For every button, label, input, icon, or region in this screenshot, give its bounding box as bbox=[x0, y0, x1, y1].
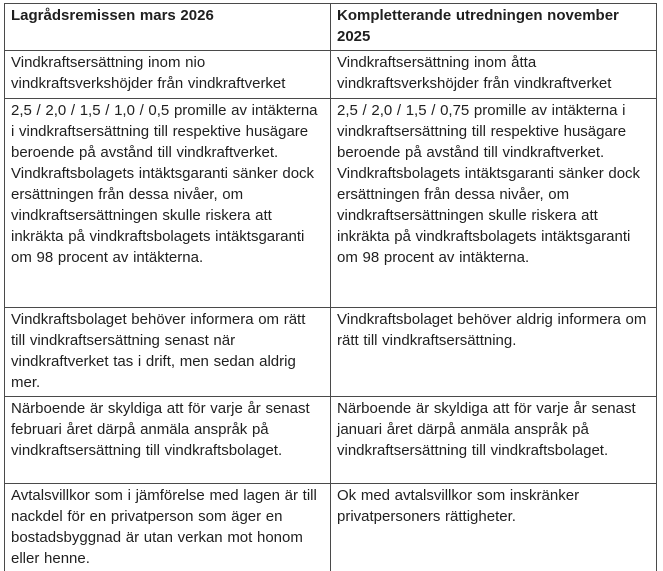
table-row bbox=[5, 484, 657, 571]
table-cell: Vindkraftsbolaget behöver aldrig informera om rätt till vindkraftsersättning. bbox=[331, 308, 657, 397]
table-cell: Vindkraftsersättning inom nio vindkraftsverkshöjder från vindkraftverket bbox=[5, 51, 331, 99]
comparison-table bbox=[4, 3, 657, 571]
table-row bbox=[5, 308, 657, 397]
table-cell: Vindkraftsbolaget behöver informera om rätt till vindkraftsersättning senast när vindkraftverket tas i drift, men sedan aldrig mer. bbox=[5, 308, 331, 397]
table-cell: 2,5 / 2,0 / 1,5 / 0,75 promille av intäkterna i vindkraftsersättning till respektive husägare beroende på avstånd till vindkraftverket. Vindkraftsbolagets intäktsgaranti sänker dock ersättningen från dessa nivåer, om vindkraftsersättningen skulle riskera att inkräkta på vindkraftsbolagets intäktsgaranti om 98 procent av intäkterna. bbox=[331, 99, 657, 308]
table-header-row bbox=[5, 4, 657, 51]
header-cell-lagradsremissen: Lagrådsremissen mars 2026 bbox=[5, 4, 331, 51]
table-row bbox=[5, 99, 657, 308]
table-cell: Ok med avtalsvillkor som inskränker privatpersoners rättigheter. bbox=[331, 484, 657, 571]
table-cell: Avtalsvillkor som i jämförelse med lagen är till nackdel för en privatperson som äger en bostadsbyggnad är utan verkan mot honom eller henne. bbox=[5, 484, 331, 571]
table-cell: Närboende är skyldiga att för varje år senast januari året därpå anmäla anspråk på vindkraftsersättning till vindkraftsbolaget. bbox=[331, 397, 657, 484]
table-cell: 2,5 / 2,0 / 1,5 / 1,0 / 0,5 promille av intäkterna i vindkraftsersättning till respektive husägare beroende på avstånd till vindkraftverket. Vindkraftsbolagets intäktsgaranti sänker dock ersättningen från dessa nivåer, om vindkraftsersättningen skulle riskera att inkräkta på vindkraftsbolagets intäktsgaranti om 98 procent av intäkterna. bbox=[5, 99, 331, 308]
table-row bbox=[5, 397, 657, 484]
table-cell: Närboende är skyldiga att för varje år senast februari året därpå anmäla anspråk på vindkraftsersättning till vindkraftsbolaget. bbox=[5, 397, 331, 484]
table-cell: Vindkraftsersättning inom åtta vindkraftsverkshöjder från vindkraftverket bbox=[331, 51, 657, 99]
table-row bbox=[5, 51, 657, 99]
header-cell-kompletterande-utredningen: Kompletterande utredningen november 2025 bbox=[331, 4, 657, 51]
